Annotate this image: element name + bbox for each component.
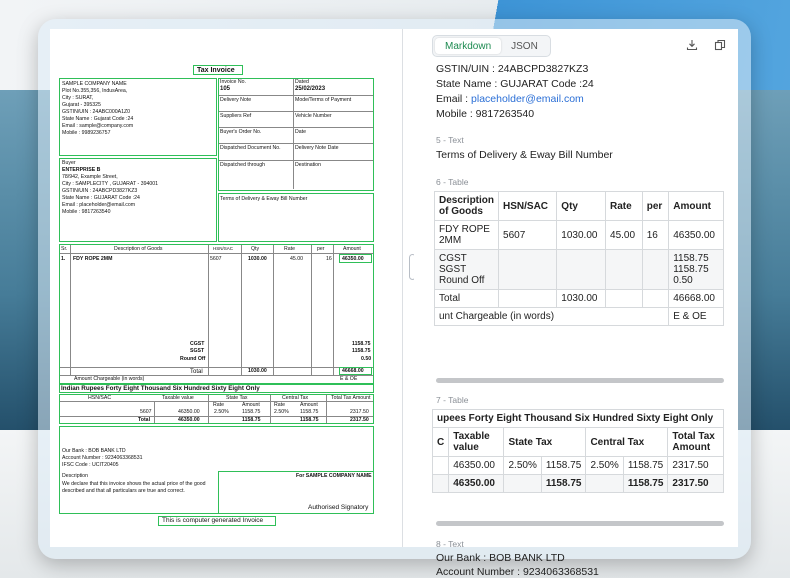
- invoice-field: 46350.00: [178, 409, 200, 415]
- app-window: [50, 29, 738, 578]
- markdown-text: Our Bank : BOB BANK LTD: [436, 552, 565, 564]
- invoice-field: 1030.00: [248, 256, 267, 262]
- bank-details: [62, 448, 142, 469]
- markdown-text: 1030.00: [557, 221, 606, 250]
- invoice-field: 46668.00: [342, 368, 364, 374]
- markdown-text: GSTIN/UIN : 24ABCPD3827KZ3: [436, 63, 589, 75]
- markdown-text: Taxable value: [449, 428, 504, 457]
- markdown-text: 8 - Text: [436, 539, 464, 549]
- markdown-text: 7 - Table: [436, 395, 469, 405]
- markdown-text: 2.50%: [586, 457, 623, 475]
- invoice-field: City : SURAT,: [62, 95, 94, 102]
- markdown-text: Amount: [669, 192, 724, 221]
- markdown-text: Description of Goods: [435, 192, 499, 221]
- markdown-text: E & OE: [669, 308, 724, 326]
- invoice-field: Amount: [300, 402, 318, 408]
- invoice-field: SAMPLE COMPANY NAME: [62, 81, 127, 87]
- invoice-field: 78/942, Example Street,: [62, 174, 118, 181]
- invoice-field: 1.: [61, 256, 66, 262]
- buyer-block: [62, 160, 158, 216]
- tab-markdown[interactable]: Markdown: [435, 38, 501, 54]
- markdown-text: Terms of Delivery & Eway Bill Number: [436, 149, 613, 161]
- markdown-text: State Tax: [504, 428, 586, 457]
- table-6-scrollbar[interactable]: [436, 378, 724, 383]
- markdown-text: Rate: [606, 192, 643, 221]
- invoice-field: 1158.75: [352, 348, 371, 354]
- invoice-field: Email : sample@company.com: [62, 123, 134, 130]
- invoice-field: Suppliers Ref: [220, 113, 252, 119]
- invoice-field: 2.50%: [214, 409, 229, 415]
- invoice-field: per: [317, 246, 325, 252]
- invoice-field: 105: [220, 86, 231, 92]
- invoice-field: 1158.75: [352, 341, 371, 347]
- tax-table: [432, 409, 724, 493]
- invoice-field: HSN/SAC: [213, 246, 234, 251]
- invoice-field: Total: [138, 417, 151, 423]
- invoice-field: Account Number : 9234063368531: [62, 455, 143, 462]
- markdown-text: Mobile : 9817263540: [436, 108, 535, 120]
- invoice-field: Amount Chargeable (in words): [74, 376, 145, 382]
- footer-note: This is computer generated Invoice: [162, 517, 264, 524]
- markdown-text: upees Forty Eight Thousand Six Hundred Sixty Eight Only: [433, 410, 724, 428]
- invoice-field: 2317.50: [350, 417, 369, 423]
- invoice-field: Email : placeholder@email.com: [62, 202, 136, 209]
- invoice-field: Gujarat - 395325: [62, 102, 101, 109]
- invoice-field: Taxable value: [162, 395, 194, 401]
- invoice-field: Terms of Delivery & Eway Bill Number: [220, 196, 308, 202]
- amount-in-words: Indian Rupees Forty Eight Thousand Six Hundred Sixty Eight Only: [61, 385, 260, 392]
- invoice-field: HSN/SAC: [88, 395, 112, 401]
- markdown-text: 46668.00: [669, 290, 724, 308]
- table-7-scrollbar[interactable]: [436, 521, 724, 526]
- invoice-field: 0.50: [361, 356, 372, 362]
- invoice-field: 1158.75: [242, 409, 261, 415]
- markdown-text: 1158.75: [541, 457, 586, 475]
- output-pane[interactable]: [414, 29, 738, 578]
- invoice-field: We declare that this invoice shows the actual price of the good described and that all particulars are true and correct.: [62, 481, 206, 495]
- markdown-text: 2317.50: [668, 457, 724, 475]
- invoice-field: 16: [326, 256, 332, 262]
- invoice-field: Rate: [274, 402, 285, 408]
- markdown-text: 1030.00: [557, 290, 606, 308]
- invoice-field: 46350.00: [342, 256, 364, 262]
- markdown-text: 16: [642, 221, 669, 250]
- invoice-field: 1158.75: [300, 417, 319, 423]
- markdown-text: 46350.00: [669, 221, 724, 250]
- invoice-field: Rate: [284, 246, 295, 252]
- invoice-field: Date: [295, 129, 306, 135]
- invoice-field: 1030.00: [248, 368, 267, 374]
- invoice-field: Amount: [242, 402, 260, 408]
- seller-block: [62, 81, 133, 137]
- invoice-field: Invoice No.: [220, 79, 246, 85]
- invoice-field: Total Tax Amount: [331, 395, 371, 401]
- document-preview-pane[interactable]: [50, 29, 403, 547]
- invoice-field: Description of Goods: [114, 246, 163, 252]
- markdown-text: FDY ROPE 2MM: [435, 221, 499, 250]
- invoice-field: 25/02/2023: [295, 86, 326, 92]
- markdown-text: 1158.75: [623, 457, 668, 475]
- markdown-text: per: [642, 192, 669, 221]
- markdown-text: 1158.75: [623, 475, 668, 493]
- invoice-field: Dispatched through: [220, 162, 265, 168]
- invoice-field: For SAMPLE COMPANY NAME: [296, 473, 372, 479]
- invoice-field: IFSC Code : UCIT20405: [62, 462, 119, 469]
- invoice-field: 46350.00: [178, 417, 200, 423]
- invoice-field: 45.00: [290, 256, 303, 262]
- invoice-field: 1158.75: [300, 409, 319, 415]
- markdown-text: HSN/SAC: [499, 192, 557, 221]
- invoice-field: 1158.75: [242, 417, 261, 423]
- markdown-text: 45.00: [606, 221, 643, 250]
- invoice-field: Our Bank : BOB BANK LTD: [62, 448, 126, 454]
- markdown-text: Total Tax Amount: [668, 428, 724, 457]
- tab-json[interactable]: JSON: [511, 41, 538, 52]
- invoice-field: Delivery Note: [220, 97, 252, 103]
- view-tabs: [432, 35, 551, 57]
- copy-icon[interactable]: [714, 39, 726, 51]
- markdown-text: Central Tax: [586, 428, 668, 457]
- invoice-field: Vehicle Number: [295, 113, 332, 119]
- markdown-text: 46350.00: [449, 475, 504, 493]
- invoice-field: ENTERPRISE B: [62, 167, 101, 174]
- invoice-field: GSTIN/UIN : 24ABC000A1Z0: [62, 109, 131, 116]
- download-icon[interactable]: [686, 39, 698, 51]
- invoice-field: Delivery Note Date: [295, 145, 339, 151]
- invoice-field: SGST: [190, 348, 205, 354]
- markdown-text: Qty: [557, 192, 606, 221]
- invoice-field: FDY ROPE 2MM: [73, 256, 113, 262]
- invoice-field: Destination: [295, 162, 321, 168]
- markdown-text: 1158.75 1158.75 0.50: [669, 250, 724, 290]
- markdown-text: Account Number : 9234063368531: [436, 566, 599, 578]
- markdown-text: Email :: [436, 93, 472, 105]
- invoice-field: Description: [62, 473, 88, 479]
- markdown-text: 2317.50: [668, 475, 724, 493]
- invoice-field: Dispatched Document No.: [220, 145, 281, 151]
- invoice-field: Central Tax: [282, 395, 309, 401]
- invoice-field: Qty: [251, 246, 260, 252]
- invoice-field: Amount: [343, 246, 361, 252]
- invoice-field: 2317.50: [350, 409, 369, 415]
- invoice-field: Mobile : 9989236757: [62, 130, 111, 137]
- invoice-field: State Tax: [226, 395, 248, 401]
- markdown-text: CGST SGST Round Off: [435, 250, 499, 290]
- invoice-field: City : SAMPLECITY , GUJARAT - 394001: [62, 181, 159, 188]
- invoice-field: 5607: [140, 409, 152, 415]
- invoice-title: Tax Invoice: [197, 67, 235, 74]
- markdown-text: unt Chargeable (in words): [435, 308, 669, 326]
- invoice-field: Dated: [295, 79, 309, 85]
- invoice-field: Mobile : 9817263540: [62, 209, 111, 216]
- markdown-text: C: [433, 428, 449, 457]
- invoice-field: Round Off: [180, 356, 206, 362]
- invoice-field: Authorised Signatory: [308, 504, 369, 511]
- invoice-field: Mode/Terms of Payment: [295, 97, 352, 103]
- invoice-field: Buyer: [62, 160, 76, 166]
- invoice-field: Sr.: [61, 246, 68, 252]
- markdown-text: 5 - Text: [436, 135, 464, 145]
- invoice-field: E & OE: [340, 376, 358, 382]
- invoice-field: 2.50%: [274, 409, 289, 415]
- markdown-text: 1158.75: [541, 475, 586, 493]
- email-link[interactable]: placeholder@email.com: [471, 93, 584, 105]
- markdown-text: Total: [435, 290, 499, 308]
- markdown-text: 46350.00: [449, 457, 504, 475]
- invoice-field: State Name : Gujarat Code :24: [62, 116, 134, 123]
- items-table: [434, 191, 724, 326]
- invoice-field: CGST: [190, 341, 205, 347]
- markdown-text: 2.50%: [504, 457, 541, 475]
- invoice-field: GSTIN/UIN : 24ABCPD3827KZ3: [62, 188, 138, 195]
- markdown-text: State Name : GUJARAT Code :24: [436, 78, 594, 90]
- markdown-text: 6 - Table: [436, 177, 469, 187]
- invoice-field: Buyer's Order No.: [220, 129, 262, 135]
- markdown-text: 5607: [499, 221, 557, 250]
- invoice-field: Total: [190, 369, 203, 375]
- invoice-field: Plot No.355,356, IndusArea,: [62, 88, 128, 95]
- invoice-field: Rate: [213, 402, 224, 408]
- invoice-field: State Name : GUJARAT Code :24: [62, 195, 140, 202]
- invoice-field: 5607: [210, 256, 222, 262]
